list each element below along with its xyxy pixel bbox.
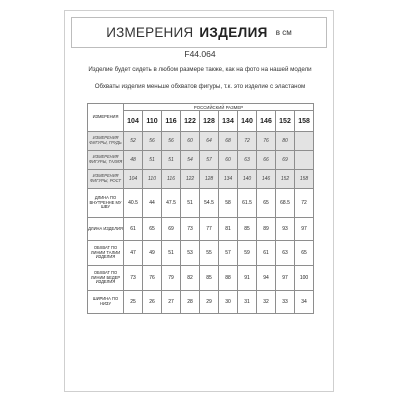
table-cell: 44: [143, 189, 162, 218]
table-cell: 49: [143, 241, 162, 266]
row-label: ДЛИНА ПО ВНУТРЕННЕ МУ ШВУ: [88, 189, 124, 218]
table-cell: 73: [124, 266, 143, 291]
table-cell: 89: [257, 218, 276, 241]
table-cell: 32: [257, 291, 276, 314]
table-row: [88, 151, 314, 170]
table-cell: 59: [238, 241, 257, 266]
table-cell: 34: [295, 291, 314, 314]
size-label: 128: [200, 111, 219, 132]
table-cell: 48: [124, 151, 143, 170]
table-cell: 104: [124, 170, 143, 189]
table-cell: 68: [219, 132, 238, 151]
table-cell: 128: [200, 170, 219, 189]
size-label: 140: [238, 111, 257, 132]
table-cell: 72: [295, 189, 314, 218]
table-cell: 76: [257, 132, 276, 151]
table-row: [88, 170, 314, 189]
table-row: [88, 189, 314, 218]
table-cell: 54.5: [200, 189, 219, 218]
table-cell: 81: [219, 218, 238, 241]
table-cell: 54: [181, 151, 200, 170]
row-label: ИЗМЕРЕНИЯ ФИГУРЫ, ТАЛИЯ: [88, 151, 124, 170]
size-label: 158: [295, 111, 314, 132]
table-cell: 30: [219, 291, 238, 314]
table-cell: 56: [162, 132, 181, 151]
table-cell: 63: [238, 151, 257, 170]
table-cell: 55: [200, 241, 219, 266]
table-cell: 73: [181, 218, 200, 241]
size-header-row: [88, 104, 314, 111]
row-label: ШИРИНА ПО НИЗУ: [88, 291, 124, 314]
title-unit: в см: [275, 28, 292, 37]
table-cell: 140: [238, 170, 257, 189]
table-cell: 79: [162, 266, 181, 291]
table-cell: 68.5: [276, 189, 295, 218]
table-cell: 58: [219, 189, 238, 218]
corner-label: ИЗМЕРЕНИЯ: [88, 104, 124, 132]
row-label: ОБХВАТ ПО ЛИНИИ БЕДЕР ИЗДЕЛИЯ: [88, 266, 124, 291]
size-label: 146: [257, 111, 276, 132]
table-cell: 97: [295, 218, 314, 241]
row-label: ИЗМЕРЕНИЯ ФИГУРЫ, РОСТ: [88, 170, 124, 189]
table-row: [88, 266, 314, 291]
table-cell: 63: [276, 241, 295, 266]
table-cell: 47.5: [162, 189, 181, 218]
size-label: 104: [124, 111, 143, 132]
table-cell: 47: [124, 241, 143, 266]
row-label: ДЛИНА ИЗДЕЛИЯ: [88, 218, 124, 241]
size-label: 152: [276, 111, 295, 132]
table-cell: 82: [181, 266, 200, 291]
size-label: 116: [162, 111, 181, 132]
table-cell: 61: [257, 241, 276, 266]
table-cell: 152: [276, 170, 295, 189]
table-cell: 61.5: [238, 189, 257, 218]
fit-note: Изделие будет сидеть в любом размере также, как на фото на нашей модели: [88, 66, 312, 73]
table-cell: 97: [276, 266, 295, 291]
table-cell: 57: [219, 241, 238, 266]
table-cell: 53: [181, 241, 200, 266]
table-cell: 25: [124, 291, 143, 314]
table-cell: 27: [162, 291, 181, 314]
table-cell: 52: [124, 132, 143, 151]
title-box: [71, 17, 327, 48]
table-cell: 65: [257, 189, 276, 218]
table-cell: 64: [200, 132, 219, 151]
table-cell: 51: [143, 151, 162, 170]
size-label: 110: [143, 111, 162, 132]
size-label: 122: [181, 111, 200, 132]
table-cell: 88: [219, 266, 238, 291]
table-cell: 51: [162, 151, 181, 170]
table-cell: 40.5: [124, 189, 143, 218]
table-cell: 76: [143, 266, 162, 291]
table-cell: 91: [238, 266, 257, 291]
row-label: ИЗМЕРЕНИЯ ФИГУРЫ, ГРУДЬ: [88, 132, 124, 151]
table-cell: 31: [238, 291, 257, 314]
table-cell: 116: [162, 170, 181, 189]
title-measurements: ИЗМЕРЕНИЯ: [106, 25, 194, 40]
table-row: [88, 241, 314, 266]
size-label: 134: [219, 111, 238, 132]
table-cell: 158: [295, 170, 314, 189]
table-cell: 72: [238, 132, 257, 151]
table-cell: 134: [219, 170, 238, 189]
table-cell: 29: [200, 291, 219, 314]
table-cell: 60: [219, 151, 238, 170]
table-cell: 69: [276, 151, 295, 170]
table-cell: 26: [143, 291, 162, 314]
table-cell: 65: [143, 218, 162, 241]
table-cell: 60: [181, 132, 200, 151]
table-cell: 51: [181, 189, 200, 218]
table-cell: 65: [295, 241, 314, 266]
table-cell: 61: [124, 218, 143, 241]
row-label: ОБХВАТ ПО ЛИНИИ ТАЛИИ ИЗДЕЛИЯ: [88, 241, 124, 266]
table-cell: 51: [162, 241, 181, 266]
table-cell: 110: [143, 170, 162, 189]
table-row: [88, 218, 314, 241]
table-cell: 33: [276, 291, 295, 314]
table-cell: 85: [200, 266, 219, 291]
table-cell: 85: [238, 218, 257, 241]
model-code: F44.064: [184, 49, 216, 59]
table-cell: 94: [257, 266, 276, 291]
table-cell: 93: [276, 218, 295, 241]
table-cell: 56: [143, 132, 162, 151]
table-cell: 57: [200, 151, 219, 170]
table-cell: 77: [200, 218, 219, 241]
table-cell: 100: [295, 266, 314, 291]
size-table: [87, 103, 314, 314]
size-system-header: РОССИЙСКИЙ РАЗМЕР: [124, 104, 314, 111]
table-cell: [295, 132, 314, 151]
table-cell: [295, 151, 314, 170]
table-cell: 122: [181, 170, 200, 189]
girth-note: Обхваты изделия меньше обхватов фигуры, т.к. это изделие с эластаном: [94, 83, 306, 90]
table-cell: 66: [257, 151, 276, 170]
table-cell: 28: [181, 291, 200, 314]
size-chart-sheet: [64, 10, 334, 392]
table-cell: 146: [257, 170, 276, 189]
table-row: [88, 291, 314, 314]
table-cell: 80: [276, 132, 295, 151]
table-cell: 69: [162, 218, 181, 241]
table-row: [88, 132, 314, 151]
title-product: ИЗДЕЛИЯ: [199, 25, 268, 40]
